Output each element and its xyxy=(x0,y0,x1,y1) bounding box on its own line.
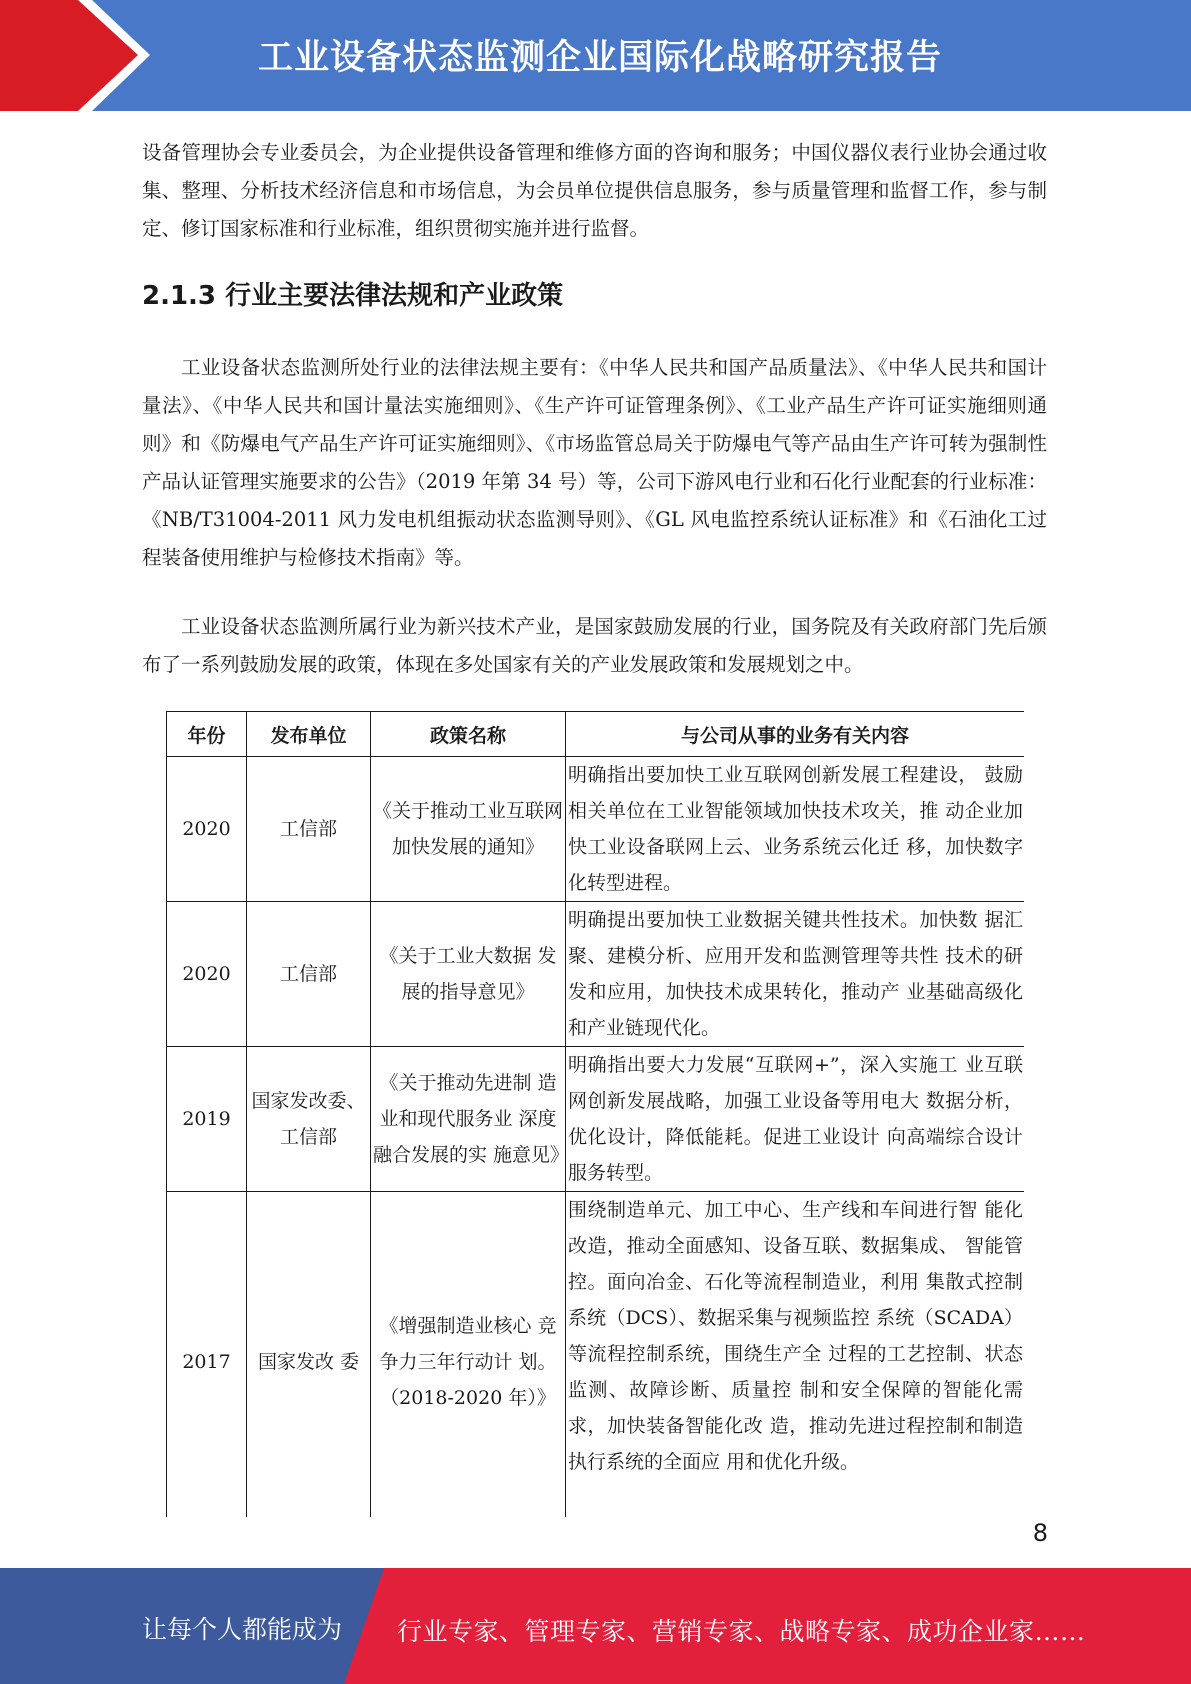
paragraph-laws: 工业设备状态监测所处行业的法律法规主要有：《中华人民共和国产品质量法》、《中华人民共和国计量法》、《中华人民共和国计量法实施细则》、《生产许可证管理条例》、《工业产品生产许可证实施细则通则》和《防爆电气产品生产许可证实施细则》、《市场监管总局关于防爆电气等产品由生产许可转为强制性产品认证管理实施要求的公告》（2019 年第 34 号）等，公司下游风电行业和石化行业配套的行业标准：《NB/T31004-2011 风力发电机组振动状态监测导则》、《GL 风电监控系统认证标准》和《石油化工过程装备使用维护与检修技术指南》等。 xyxy=(142,356,1047,569)
page-header xyxy=(0,0,1191,111)
cell-policy: 《关于工业大数据 发展的指导意见》 xyxy=(371,902,566,1047)
section-heading: 2.1.3 行业主要法律法规和产业政策 xyxy=(142,281,564,311)
cell-content: 明确指出要加快工业互联网创新发展工程建设， 鼓励相关单位在工业智能领域加快技术攻关，推 动企业加快工业设备联网上云、业务系统云化迁 移，加快数字化转型进程。 xyxy=(566,757,1025,902)
paragraph-associations: 设备管理协会专业委员会，为企业提供设备管理和维修方面的咨询和服务；中国仪器仪表行业协会通过收集、整理、分析技术经济信息和市场信息，为会员单位提供信息服务，参与质量管理和监督工作，参与制定、修订国家标准和行业标准，组织贯彻实施并进行监督。 xyxy=(142,141,1047,240)
paragraph-policies: 工业设备状态监测所属行业为新兴技术产业，是国家鼓励发展的行业，国务院及有关政府部门先后颁布了一系列鼓励发展的政策，体现在多处国家有关的产业发展政策和发展规划之中。 xyxy=(142,615,1047,676)
cell-issuer: 工信部 xyxy=(247,757,371,902)
policy-table xyxy=(166,711,1024,1517)
cell-year: 2020 xyxy=(167,757,247,902)
cell-policy: 《关于推动先进制 造业和现代服务业 深度融合发展的实 施意见》 xyxy=(371,1047,566,1192)
table-row xyxy=(167,1192,1025,1518)
policy-table-container xyxy=(166,711,1024,1517)
cell-policy: 《关于推动工业互联网加快发展的通知》 xyxy=(371,757,566,902)
table-header-row xyxy=(167,712,1025,757)
cell-year: 2019 xyxy=(167,1047,247,1192)
header-year: 年份 xyxy=(167,712,247,757)
page-number: 8 xyxy=(1032,1519,1048,1547)
cell-issuer: 国家发改委、工信部 xyxy=(247,1047,371,1192)
report-title: 工业设备状态监测企业国际化战略研究报告 xyxy=(258,38,943,78)
header-issuer: 发布单位 xyxy=(247,712,371,757)
footer-slogan-right: 行业专家、管理专家、营销专家、战略专家、成功企业家…… xyxy=(397,1617,1086,1646)
header-chevron-arrow xyxy=(0,0,138,111)
table-row xyxy=(167,757,1025,902)
header-related-content: 与公司从事的业务有关内容 xyxy=(566,712,1025,757)
table-row xyxy=(167,1047,1025,1192)
cell-year: 2020 xyxy=(167,902,247,1047)
cell-content: 围绕制造单元、加工中心、生产线和车间进行智 能化改造，推动全面感知、设备互联、数据集成、 智能管控。面向冶金、石化等流程制造业，利用 集散式控制系统（DCS）、数据采集与视频监控 系统（SCADA）等流程控制系统，围绕生产全 过程的工艺控制、状态监测、故障诊断、质量控 制和安全保障的智能化需求，加快装备智能化改 造，推动先进过程控制和制造执行系统的全面应 用和优化升级。 xyxy=(566,1192,1025,1518)
page-footer xyxy=(0,1568,1191,1684)
cell-content: 明确提出要加快工业数据关键共性技术。加快数 据汇聚、建模分析、应用开发和监测管理等共性 技术的研发和应用，加快技术成果转化，推动产 业基础高级化和产业链现代化。 xyxy=(566,902,1025,1047)
table-row xyxy=(167,902,1025,1047)
cell-year: 2017 xyxy=(167,1192,247,1518)
footer-slogan-left: 让每个人都能成为 xyxy=(142,1615,343,1644)
header-policy-name: 政策名称 xyxy=(371,712,566,757)
cell-policy: 《增强制造业核心 竞争力三年行动计 划。（2018-2020 年）》 xyxy=(371,1192,566,1518)
cell-content: 明确指出要大力发展“互联网+”，深入实施工 业互联网创新发展战略，加强工业设备等用电大 数据分析，优化设计，降低能耗。促进工业设计 向高端综合设计服务转型。 xyxy=(566,1047,1025,1192)
cell-issuer: 国家发改 委 xyxy=(247,1192,371,1518)
cell-issuer: 工信部 xyxy=(247,902,371,1047)
